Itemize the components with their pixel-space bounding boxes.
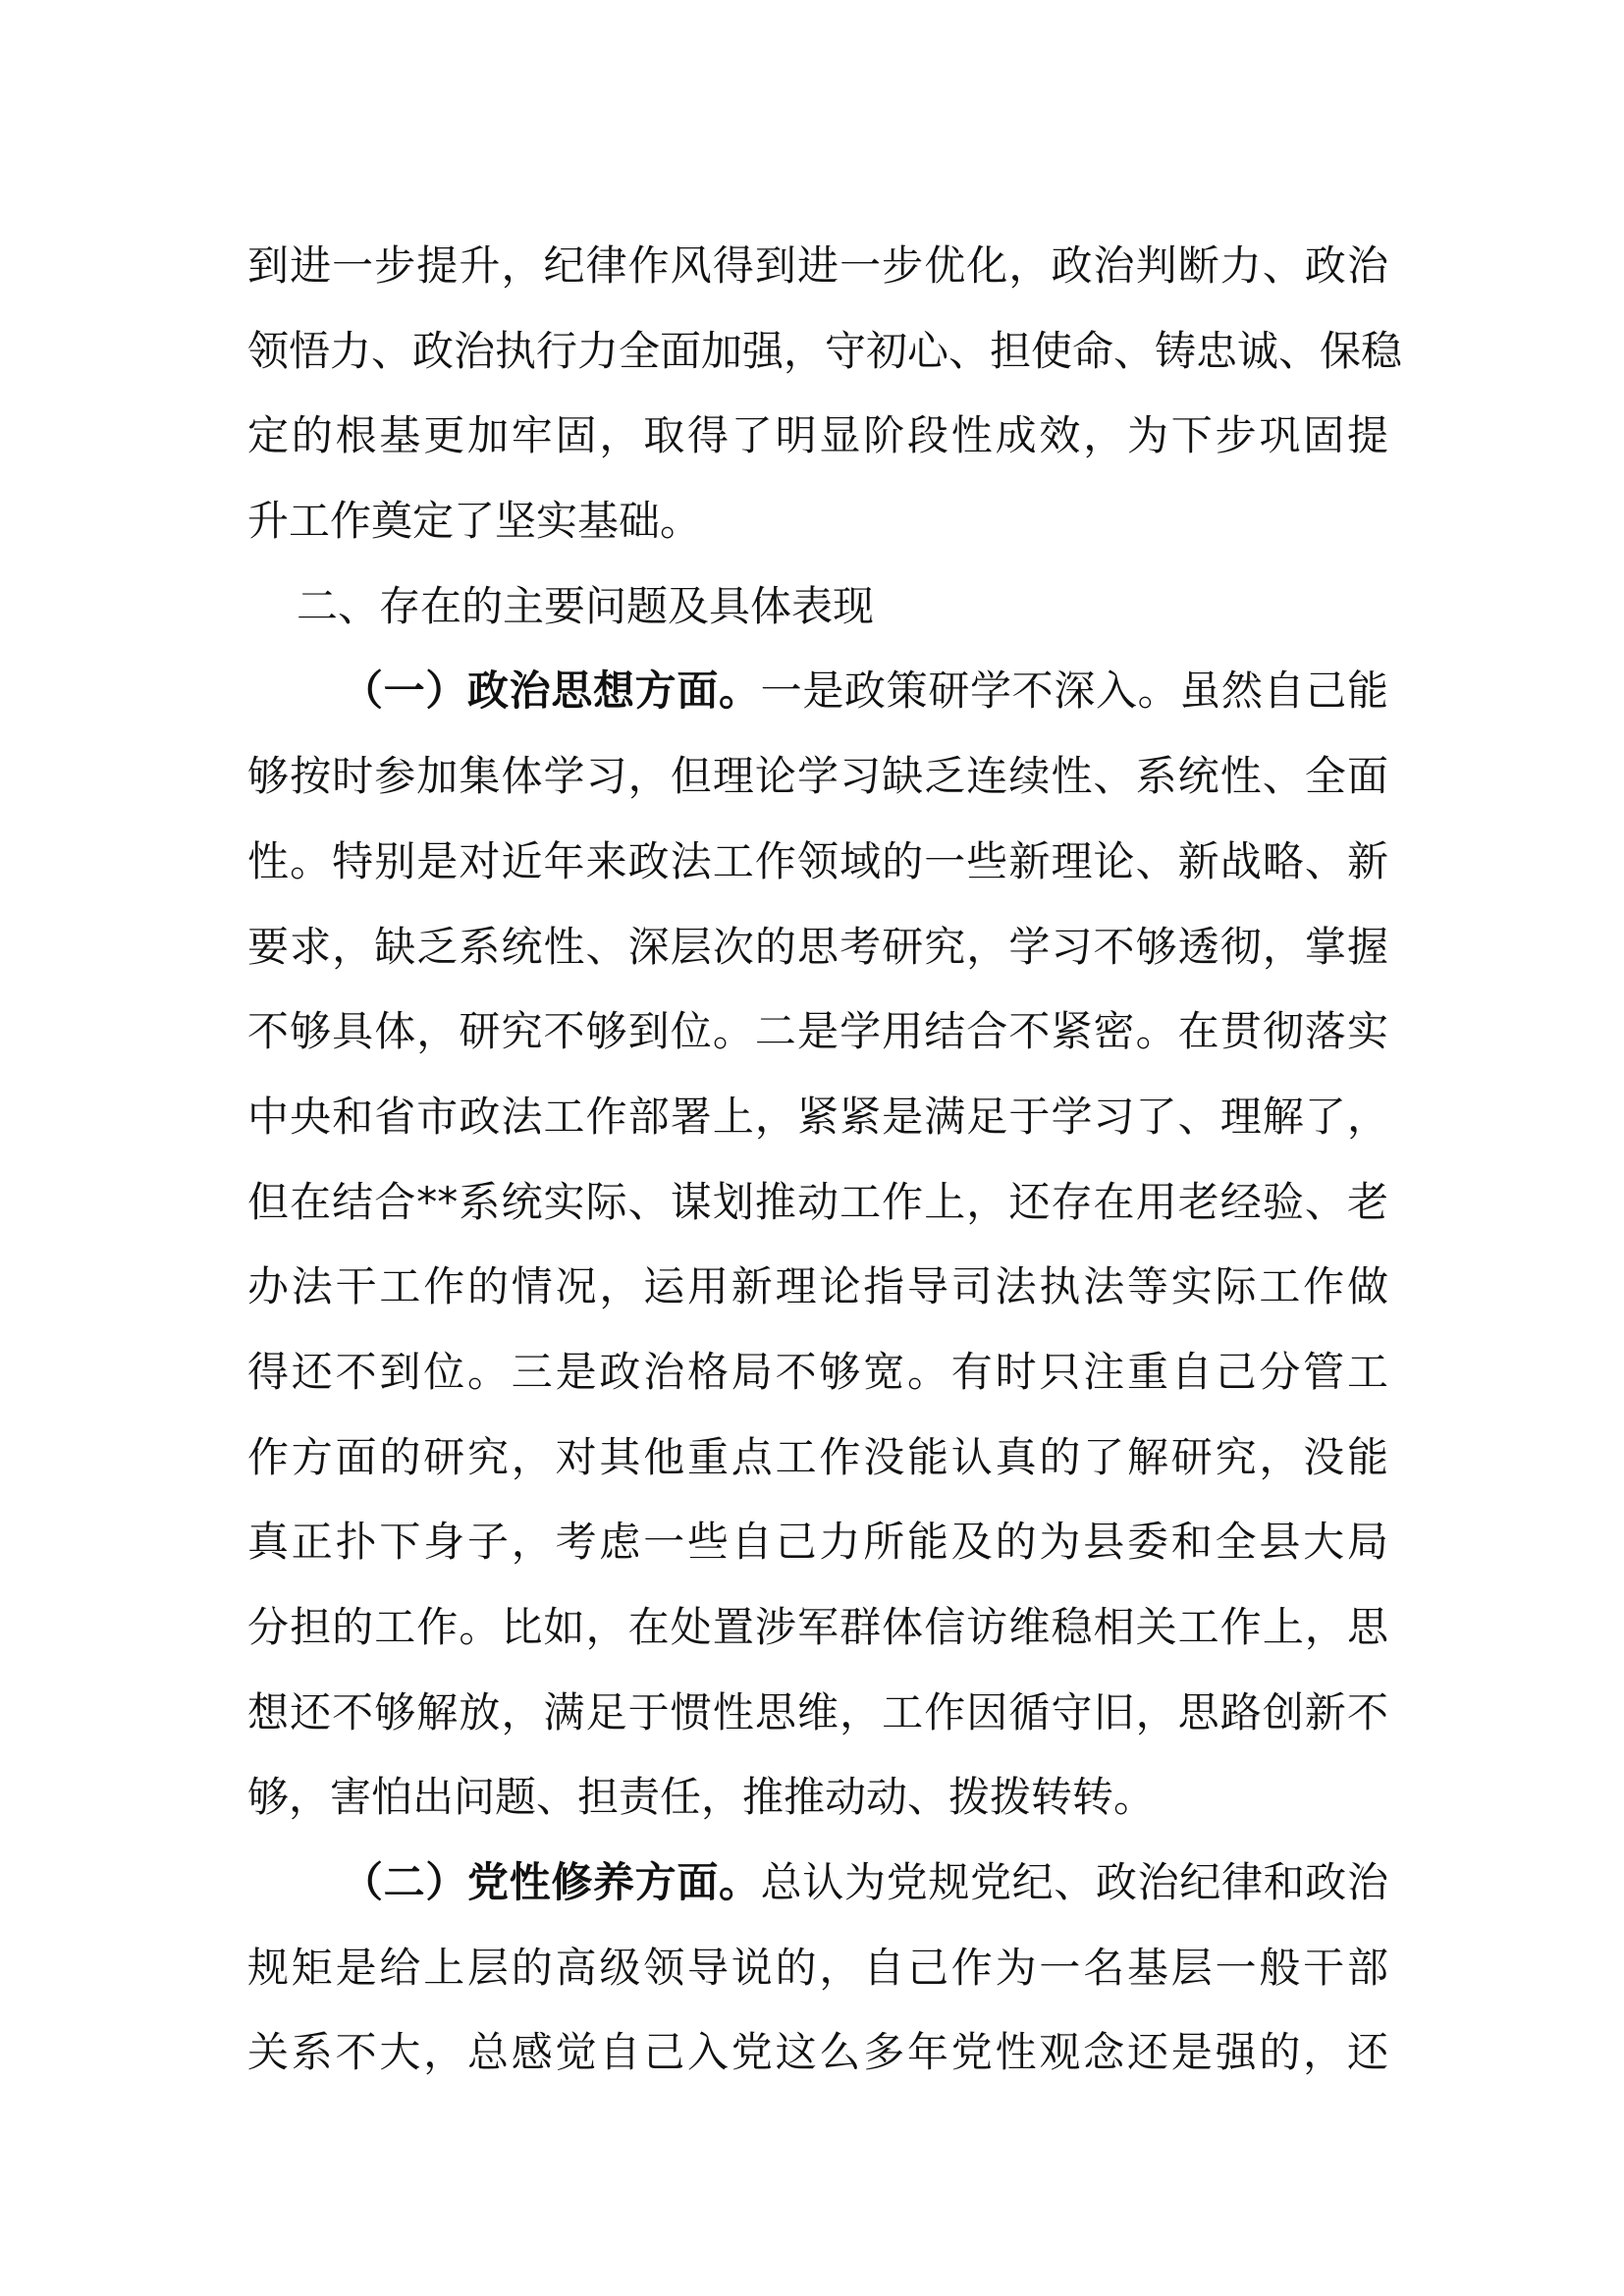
document-body	[247, 224, 1403, 2096]
text-line	[247, 1415, 1388, 1501]
text-line	[247, 394, 1388, 479]
text-line	[247, 734, 1388, 820]
body-text: 到进一步提升，纪律作风得到进一步优化，政治判断力、政治	[247, 241, 1388, 290]
text-line	[247, 1841, 1388, 1926]
body-text: 分担的工作。比如，在处置涉军群体信访维稳相关工作上，思	[247, 1603, 1388, 1651]
body-text: 规矩是给上层的高级领导说的，自己作为一名基层一般干部	[247, 1943, 1388, 1992]
body-text: 领悟力、政治执行力全面加强，守初心、担使命、铸忠诚、保稳	[247, 326, 1403, 375]
body-text: 升工作奠定了坚实基础。	[247, 497, 702, 546]
text-line	[247, 1926, 1388, 2011]
body-text: 定的根基更加牢固，取得了明显阶段性成效，为下步巩固提	[247, 411, 1388, 460]
text-line	[247, 989, 1388, 1075]
body-text: 二、存在的主要问题及具体表现	[297, 581, 875, 630]
body-text: 中央和省市政法工作部署上，紧紧是满足于学习了、理解了，	[247, 1092, 1388, 1141]
text-line	[247, 649, 1388, 734]
body-text: 够按时参加集体学习，但理论学习缺乏连续性、系统性、全面	[247, 752, 1388, 801]
body-text: 办法干工作的情况，运用新理论指导司法执法等实际工作做	[247, 1262, 1388, 1311]
text-line	[247, 905, 1388, 990]
text-line	[247, 564, 1388, 650]
body-text: 不够具体，研究不够到位。二是学用结合不紧密。在贯彻落实	[247, 1007, 1388, 1056]
body-text: 想还不够解放，满足于惯性思维，工作因循守旧，思路创新不	[247, 1687, 1388, 1736]
text-line	[247, 479, 1388, 564]
text-line	[247, 1075, 1388, 1160]
text-line	[247, 1585, 1388, 1671]
body-text: 够，害怕出问题、担责任，推推动动、拨拨转转。	[247, 1773, 1156, 1822]
text-line	[247, 1160, 1388, 1246]
section-heading: （二）党性修养方面。	[342, 1858, 761, 1907]
text-line	[247, 1330, 1388, 1415]
body-text: 但在结合**系统实际、谋划推动工作上，还存在用老经验、老	[247, 1177, 1388, 1226]
body-text: 作方面的研究，对其他重点工作没能认真的了解研究，没能	[247, 1432, 1388, 1481]
text-line	[247, 1245, 1388, 1330]
body-text: 得还不到位。三是政治格局不够宽。有时只注重自己分管工	[247, 1347, 1388, 1396]
body-text: 性。特别是对近年来政法工作领域的一些新理论、新战略、新	[247, 836, 1388, 885]
text-line	[247, 820, 1388, 905]
body-text: 关系不大，总感觉自己入党这么多年党性观念还是强的，还	[247, 2028, 1388, 2077]
body-text: 要求，缺乏系统性、深层次的思考研究，学习不够透彻，掌握	[247, 922, 1388, 971]
text-line	[247, 309, 1403, 395]
text-line	[247, 1500, 1388, 1585]
text-line	[247, 224, 1388, 309]
body-text: 总认为党规党纪、政治纪律和政治	[760, 1858, 1388, 1907]
section-heading: （一）政治思想方面。	[342, 667, 761, 716]
body-text: 真正扑下身子，考虑一些自己力所能及的为县委和全县大局	[247, 1518, 1388, 1567]
text-line	[247, 1755, 1388, 1841]
text-line	[247, 2010, 1388, 2096]
text-line	[247, 1671, 1388, 1756]
body-text: 一是政策研学不深入。虽然自己能	[760, 667, 1388, 716]
